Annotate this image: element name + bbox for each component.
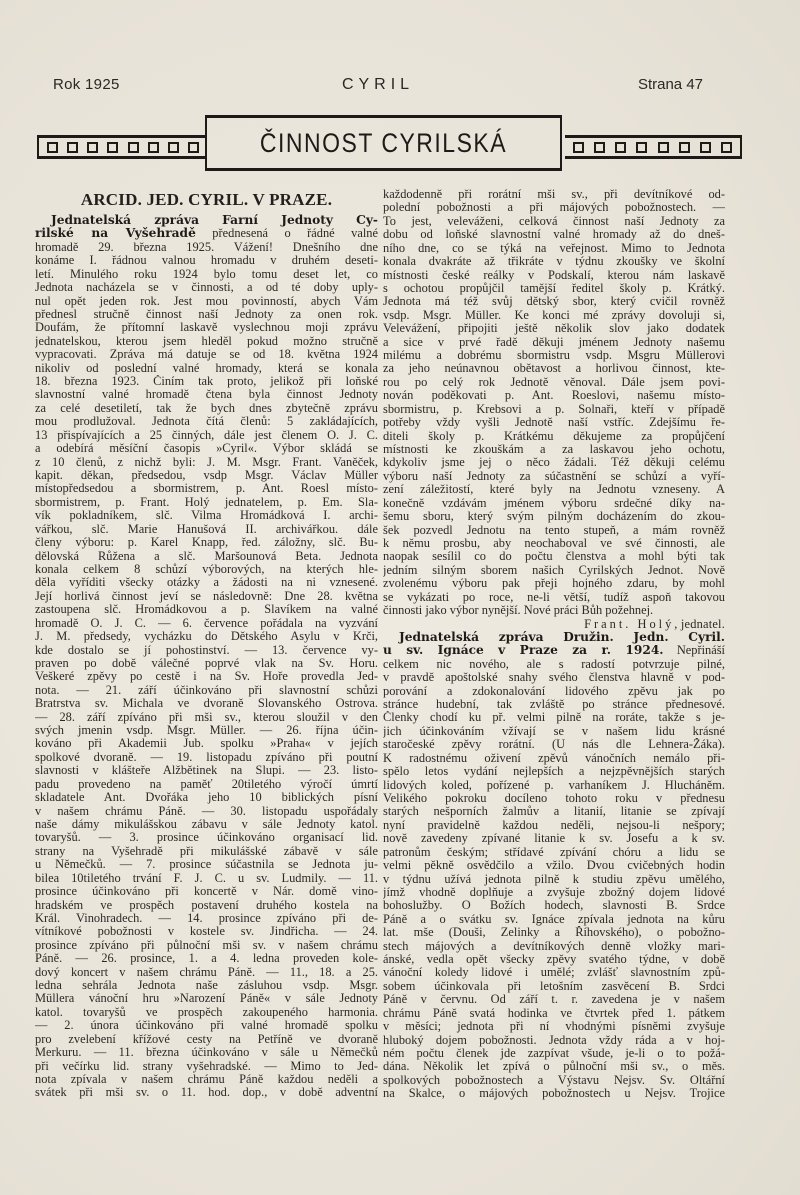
text-line: velmi pěkně osvědčilo a vžilo. Dvou cvičebných hodin bbox=[383, 859, 725, 873]
ornament-square-icon bbox=[47, 142, 58, 153]
text-line: jímž vhodně doplňuje a zvyšuje zbožný dojem lidové bbox=[383, 885, 725, 899]
report-title: Jednatelská zpráva Farní Jednoty Cy- bbox=[51, 214, 378, 227]
text-line: Velevážení, připojiti ještě několik slov jako dodatek bbox=[383, 322, 725, 336]
text-line: To jest, veleváženi, celková činnost naší Jednoty za bbox=[383, 214, 725, 228]
text-line: praven po době válečné poprvé vlak na Sv. Horu. bbox=[35, 656, 378, 670]
text-line: Páně a o svátku sv. Ignáce zpívala jednota na kůru bbox=[383, 912, 725, 926]
text-line: stránce hudební, tak zvláště po stránce přednesové. bbox=[383, 698, 725, 712]
text-line: přednesl stručně činnost naší Jednoty za onen rok. bbox=[35, 307, 378, 321]
text-line: katol. tovaryšů ve prospěch zakoupeného harmonia. bbox=[35, 1005, 378, 1019]
text-line: ném počtu členek jde zazpívat všude, je-li o to požá- bbox=[383, 1047, 725, 1060]
text-line: polední pobožnosti a při májových pobožnostech. — bbox=[383, 201, 725, 215]
header-page-number: Strana 47 bbox=[637, 76, 703, 93]
text-line: skladatele Ant. Dvořáka jeho 10 biblických písní bbox=[35, 791, 378, 805]
text-line: v týdnu užívá jednota pilně k studiu zpěvu umělého, bbox=[383, 872, 725, 886]
text-line: Jednota má též svůj dětský sbor, který cvičil rovněž bbox=[383, 295, 725, 309]
ornament-square-icon bbox=[594, 142, 605, 153]
text-line: nul opět jeden rok. Jest mou povinností, abych Vám bbox=[35, 294, 378, 308]
text-line: tovaryšů. — 3. prosince účinkováno organisací lid. bbox=[35, 831, 378, 845]
text-line: ledna sehrála Jednota naše zásluhou vsdp. Msgr. bbox=[35, 979, 378, 993]
text-line: spolkových pobožnostech a Výstavu Nejsv. Sv. Oltářní bbox=[383, 1073, 725, 1087]
text-line: činnosti jako výbor nynější. Nové práci Bůh požehnej. bbox=[383, 604, 654, 618]
text-line: bohoslužby. O Božích hodech, slavnosti B. Srdce bbox=[383, 899, 725, 913]
report-title-line bbox=[35, 214, 378, 227]
text-line: lidových koled, pořízené p. varhaníkem J. Hlucháněm. bbox=[383, 778, 725, 792]
text-line: děla vyříditi všecky otázky a žádosti na ni vznesené. bbox=[35, 576, 378, 590]
text-line: letí. Minulého roku 1924 bylo tomu deset let, co bbox=[35, 267, 378, 281]
text-line: Bratrstva sv. Michala ve dvoraně Slovanského Ostrova. bbox=[35, 697, 378, 711]
text-line: vítníkové pobožnosti v kostele sv. Jindřicha. — 24. bbox=[35, 925, 378, 939]
text-line: slavnosti v klášteře Alžbětinek na Slupi. — 23. listo- bbox=[35, 764, 378, 778]
text-line: slavnostní valné hromadě čtena byla činnost Jednoty bbox=[35, 388, 378, 402]
signature-name: Frant. Holý bbox=[584, 617, 675, 631]
text-line: hluboký dojem pobožnosti. Jednota vždy ráda a v hoj- bbox=[383, 1033, 725, 1047]
text-line: kde dostalo se jí pohostinství. — 13. července vy- bbox=[35, 643, 378, 657]
ornament-square-icon bbox=[615, 142, 626, 153]
report-title-continued: rilské na Vyšehradě bbox=[35, 227, 196, 241]
signature-line bbox=[383, 618, 725, 631]
report-subtitle: Nepřináší bbox=[663, 644, 725, 658]
text-line: hromadě 29. března 1925. Vážení! Dnešního dne bbox=[35, 240, 378, 254]
header-journal-title: CYRIL bbox=[341, 76, 415, 93]
text-line: členy výboru: p. Karel Knapp, řed. záložny, slč. Bu- bbox=[35, 536, 378, 550]
left-column bbox=[35, 188, 378, 1100]
text-line: prosince zpíváno při půlnoční mši sv. v našem chrámu bbox=[35, 938, 378, 952]
text-line: potřeby vždy vyšli Jednotě naší vstříc. Zdejšímu ře- bbox=[383, 416, 725, 430]
report-subtitle: přednesená o řádné valné bbox=[195, 227, 378, 241]
text-line: v měsíci; jednota při ní vhodnými písněmi zvyšuje bbox=[383, 1020, 725, 1034]
text-line: naše dámy mikulášskou zábavu v sále Jednoty katol. bbox=[35, 817, 378, 831]
text-line: porování a zdokonalování lidového zpěvu jak po bbox=[383, 684, 725, 698]
text-line: výboru naší Jednoty za súčastnění se schůzí a vyří- bbox=[383, 469, 725, 483]
text-line: diteli školy p. Krátkému děkujeme za propůjčení bbox=[383, 429, 725, 443]
text-line: ního dne, co se týká na veřejnost. Mimo to Jednota bbox=[383, 241, 725, 255]
text-line: ánské, vedla opět všecky zpěvy svatého týdne, v době bbox=[383, 953, 725, 967]
text-line: se vykázati po roce, ne-li větší, tudíž aspoň takovou bbox=[383, 590, 725, 604]
text-line: místnosti české reálky v Podskalí, kterou nám laskavě bbox=[383, 268, 725, 282]
text-line: Páně. — 26. prosince, 1. a 4. ledna proveden kole- bbox=[35, 952, 378, 966]
text-line: konala dvakráte až třikráte v týdnu zkoušky ve školní bbox=[383, 255, 725, 269]
text-line: nota. — 21. září účinkováno při slavnostní schůzi bbox=[35, 683, 378, 697]
text-line: nota zpívala v našem chrámu Páně každou neděli a bbox=[35, 1073, 378, 1086]
signature-role: , jednatel. bbox=[674, 617, 725, 631]
ornament-square-icon bbox=[658, 142, 669, 153]
text-line: strany na Vyšehradě při mikulášské zábavě v sále bbox=[35, 844, 378, 858]
text-line: Müllera vánoční hru »Narození Páně« v sále Jednoty bbox=[35, 992, 378, 1006]
text-line: — 2. února účinkováno při valné hromadě spolku bbox=[35, 1019, 378, 1033]
text-line: nyní pravidelně každou neděli, nejsou-li nešpory; bbox=[383, 818, 725, 832]
text-line: vsdp. Msgr. Müller. Ke konci mé zprávy dovoluji si, bbox=[383, 308, 725, 322]
text-line: dána. Několik let zpívá o půlnoční mši sv., o měs. bbox=[383, 1060, 725, 1074]
text-line: Její horlivá činnost jeví se následovně: Dne 28. května bbox=[35, 589, 378, 603]
ornament-square-icon bbox=[573, 142, 584, 153]
text-line: celkem nic nového, ale s radostí potvrzuje pilné, bbox=[383, 657, 725, 671]
text-line: místopředsedou a sbormistrem, p. Ant. Roesl místo- bbox=[35, 482, 378, 496]
text-line: a odebírá měsíční časopis »Cyril«. Výbor skládá se bbox=[35, 442, 378, 456]
text-line: jednatelskou, kterou jsem hleděl pokud možno stručně bbox=[35, 334, 378, 348]
text-line: milému a dobrému sbormistru vsdp. Msgru Müllerovi bbox=[383, 349, 725, 363]
running-header bbox=[53, 76, 703, 98]
text-line: na Skalce, o májových pobožnostech u Nejsv. Trojice bbox=[383, 1087, 725, 1101]
text-line: starých nešporních žalmův a litanií, litanie se zpívají bbox=[383, 805, 725, 819]
section-title: ČINNOST CYRILSKÁ bbox=[259, 127, 508, 158]
section-banner bbox=[30, 115, 710, 173]
banner-ornament-right bbox=[565, 135, 742, 159]
text-line: vářkou, slč. Marie Hanušová II. archivářkou. dále bbox=[35, 522, 378, 536]
ornament-square-icon bbox=[636, 142, 647, 153]
ornament-square-icon bbox=[700, 142, 711, 153]
text-line: z 10 členů, z nichž byli: J. M. Msgr. Frant. Vaněček, bbox=[35, 455, 378, 469]
text-line: s ochotou propůjčil tamější ředitel školy p. Krátký. bbox=[383, 281, 725, 295]
text-line: naopak sesílil co do počtu členstva a mohl býti tak bbox=[383, 550, 725, 564]
text-line: k němu prosbu, aby neochaboval ve své činnosti, ale bbox=[383, 536, 725, 550]
text-line: 18. března 1923. Činím tak proto, jelikož při loňské bbox=[35, 375, 378, 389]
banner-ornament-left bbox=[37, 135, 207, 159]
text-line: hradském ve prospěch postavení druhého kostela na bbox=[35, 898, 378, 912]
report-title-line bbox=[383, 644, 725, 657]
text-line: pro zvelebení křížové cesty na Petříně ve dvoraně bbox=[35, 1032, 378, 1046]
text-line: Merkuru. — 11. března účinkováno v sále u Němečků bbox=[35, 1046, 378, 1060]
text-line: K radostnému oživení zpěvů vánočních nemálo při- bbox=[383, 751, 725, 765]
text-line: zení záležitostí, které byly na Jednotu vzneseny. A bbox=[383, 483, 725, 497]
text-line: spělo letos vydání nejlepších a nejzpěvnějších starých bbox=[383, 765, 725, 779]
text-line: nikoliv od poslední valné hromady, která se konala bbox=[35, 361, 378, 375]
text-line: Páně v červnu. Od září t. r. zavedena je v našem bbox=[383, 993, 725, 1007]
text-line: zvolenému výboru pak přeji hojného zdaru, by mohl bbox=[383, 577, 725, 591]
ornament-square-icon bbox=[107, 142, 118, 153]
text-line: 13 přispívajících a 25 činných, dále jest členem O. J. C. bbox=[35, 428, 378, 442]
text-line: v našem chrámu Páně. — 30. listopadu uspořádaly bbox=[35, 804, 378, 818]
text-line: za jeho neúnavnou obětavost a horlivou činnost, kte- bbox=[383, 362, 725, 376]
text-line: Jednota nacházela se v činnosti, a od té doby uply- bbox=[35, 281, 378, 295]
header-year: Rok 1925 bbox=[53, 76, 120, 93]
ornament-square-icon bbox=[679, 142, 690, 153]
text-line: kováno při Akademii Jub. spolku »Praha« v jejích bbox=[35, 737, 378, 751]
text-line: sbormistrem, p. Frant. Holý jednatelem, p. Em. Sla- bbox=[35, 495, 378, 509]
ornament-square-icon bbox=[87, 142, 98, 153]
text-line: Členky chodí ku př. velmi pilně na roráte, takže s je- bbox=[383, 711, 725, 725]
text-line: vík pokladníkem, slč. Vilma Hromádková I. archi- bbox=[35, 509, 378, 523]
text-line: svých jmenin vsdp. Msgr. Müller. — 26. října účin- bbox=[35, 724, 378, 738]
text-line: zastoupena slč. Hromádkovou a p. Slavíkem na valné bbox=[35, 603, 378, 617]
text-line: jedním silným sborem našich Cyrilských Jednot. Nově bbox=[383, 563, 725, 577]
text-line: Doufám, že přítomní laskavě vyslechnou moji zprávu bbox=[35, 321, 378, 335]
right-column-body-part1 bbox=[383, 188, 725, 618]
text-line: při večírku lid. strany vyšehradské. — Mimo to Jed- bbox=[35, 1059, 378, 1073]
text-line: jich účinkováním vžívají se v našem lidu krásné bbox=[383, 724, 725, 738]
text-line: a sice v prvé řadě děkuji jménem Jednoty našemu bbox=[383, 335, 725, 349]
text-line: Veškeré zpěvy po cestě i na Sv. Hoře provedla Jed- bbox=[35, 670, 378, 684]
text-line: staročeské zpěvy rorátní. (U nás dle Lehnera-Žáka). bbox=[383, 738, 725, 752]
text-line: šemu sboru, který svým pilným docházením do zkou- bbox=[383, 510, 725, 524]
left-column-body bbox=[35, 241, 378, 1100]
text-line: vánoční koledy lidové i umělé; zvlášť slavnostním způ- bbox=[383, 966, 725, 980]
text-line: spolkové dvoraně. — 19. listopadu zpíváno při poutní bbox=[35, 750, 378, 764]
text-line: hromadě O. J. C. — 6. července pořádala na vyzvání bbox=[35, 616, 378, 630]
text-line: kapit. děkan, předsedou, vsdp Msgr. Václav Müller bbox=[35, 469, 378, 483]
text-line: padu provedeno na paměť 20tiletého výročí úmrtí bbox=[35, 777, 378, 791]
text-line: prosince účinkováno při koncertě v Nár. domě vino- bbox=[35, 885, 378, 899]
text-line: dělovská Růžena a slč. Maršounová Beta. Jednota bbox=[35, 549, 378, 563]
text-line: sbormistru, p. Krebsovi a p. Solnaři, kteří v případě bbox=[383, 402, 725, 416]
ornament-square-icon bbox=[67, 142, 78, 153]
text-line: sobem účinkovala při letošním zasvěcení B. Srdci bbox=[383, 979, 725, 993]
text-line: nován poděkovati p. Ant. Roeslovi, našemu místo- bbox=[383, 389, 725, 403]
section-title-box bbox=[205, 115, 562, 171]
ornament-square-icon bbox=[721, 142, 732, 153]
text-line: kdykoliv jsme jej o něco žádali. Též děkuji celému bbox=[383, 456, 725, 470]
report-title-continued: u sv. Ignáce v Praze za r. 1924. bbox=[383, 644, 664, 658]
ornament-square-icon bbox=[188, 142, 199, 153]
text-line: patronům českým; střídavé zpívání chóru a lidu se bbox=[383, 845, 725, 859]
ornament-square-icon bbox=[128, 142, 139, 153]
text-line: svátek při mši sv. o 11. hod. dop., v době adventní bbox=[35, 1086, 378, 1100]
text-line: šek pozvedl Jednotu na tento stupeň, a mám rovněž bbox=[383, 523, 725, 537]
text-line: chrámu Páně svatá hodinka ve čtvrtek před 1. pátkem bbox=[383, 1006, 725, 1020]
text-line: dobu od loňské slavnostní valné hromady až do dneš- bbox=[383, 228, 725, 242]
text-line: nově zavedeny zpívané litanie k sv. Josefu a k sv. bbox=[383, 832, 725, 846]
text-line: konala celkem 8 schůzí výborových, na kterých hle- bbox=[35, 562, 378, 576]
text-line: konáme I. řádnou valnou hromadu v druhém deseti- bbox=[35, 254, 378, 268]
text-line: v pravdě apoštolské snahy svého členstva hlavně v pod- bbox=[383, 671, 725, 685]
text-line: dový koncert v našem chrámu Páně. — 11., 18. a 25. bbox=[35, 965, 378, 979]
text-line: Král. Vinohradech. — 14. prosince zpíváno při de- bbox=[35, 911, 378, 925]
report-title: Jednatelská zpráva Družin. Jedn. Cyril. bbox=[399, 630, 725, 644]
text-line: místnosti ke zkouškám a za laskavou jeho ochotu, bbox=[383, 443, 725, 457]
ornament-square-icon bbox=[168, 142, 179, 153]
section-heading: ARCID. JED. CYRIL. V PRAZE. bbox=[80, 190, 333, 209]
text-line: za celé desetiletí, tak že bych dnes zbytečně zprávu bbox=[35, 401, 378, 415]
text-line: Velikého pokroku docíleno tohoto roku v přednesu bbox=[383, 791, 725, 805]
ornament-square-icon bbox=[148, 142, 159, 153]
text-line: vypracovati. Zpráva má datuje se od 18. května 1924 bbox=[35, 348, 378, 362]
right-column-body-part2 bbox=[383, 658, 725, 1101]
text-line: u Němečků. — 7. prosince súčastnila se Jednota ju- bbox=[35, 858, 378, 872]
text-line: mou prodlužoval. Jednota čítá členů: 5 zakládajících, bbox=[35, 415, 378, 429]
text-line: každodenně při rorátní mši sv., při devítníkové od- bbox=[383, 188, 725, 201]
text-line: J. M. předsedy, vycházku do Dětského Asylu v Krči, bbox=[35, 630, 378, 644]
text-line: rou po celý rok Jednotě věnoval. Dále jsem povi- bbox=[383, 375, 725, 389]
text-line: lat. mše (Douši, Zelinky a Říhovského), o pobožno- bbox=[383, 926, 725, 940]
report-title-line bbox=[383, 631, 725, 644]
report-title-line bbox=[35, 227, 378, 240]
text-line: bilea 10tiletého trvání F. J. C. u sv. Ludmily. — 11. bbox=[35, 871, 378, 885]
text-line: stech májových a devítníkových denně vložky mari- bbox=[383, 939, 725, 953]
text-line: — 28. září zpíváno při mši sv., kterou sloužil v den bbox=[35, 710, 378, 724]
right-column bbox=[383, 188, 725, 1101]
text-line: konečně vzdávám jménem výboru srdečné díky na- bbox=[383, 496, 725, 510]
